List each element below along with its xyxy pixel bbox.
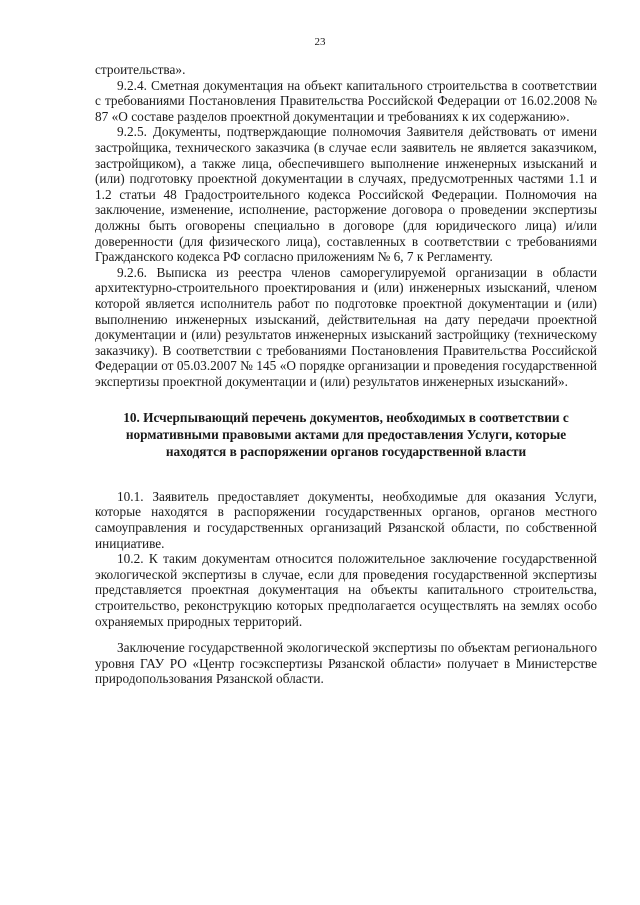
page-number: 23 xyxy=(314,36,326,48)
document-body xyxy=(95,62,597,687)
paragraph-9-2-4: 9.2.4. Сметная документация на объект капитального строительства в соответствии с требованиями Постановления Правительства Российской Федерации от 16.02.2008 № 87 «О составе разделов проектной документации и требованиях к их содержанию». xyxy=(95,77,597,124)
section-heading-10: 10. Исчерпывающий перечень документов, необходимых в соответствии с нормативными правовыми актами для предоставления Услуги, которые находятся в распоряжении органов государственной власти xyxy=(123,410,569,460)
paragraph-continuation: строительства». xyxy=(95,62,186,77)
paragraph-conclusion: Заключение государственной экологической экспертизы по объектам регионального уровня ГАУ РО «Центр госэкспертизы Рязанской области» получает в Министерстве природопользования Рязанской области. xyxy=(95,640,597,687)
paragraph-10-2: 10.2. К таким документам относится положительное заключение государственной экологической экспертизы в случае, если для проведения государственной экспертизы представляется проектная документация на объекты капитального строительства, строительство, реконструкцию которых предполагается осуществлять на землях особо охраняемых природных территорий. xyxy=(95,551,597,629)
paragraph-9-2-6: 9.2.6. Выписка из реестра членов саморегулируемой организации в области архитектурно-строительного проектирования и (или) инженерных изысканий, членом которой является исполнитель работ по подготовке проектной документации и (или) выполнению инженерных изысканий, действительная на дату передачи проектной документации и (или) результатов инженерных изысканий застройщику (техническому заказчику). В соответствии с требованиями Постановления Правительства Российской Федерации от 05.03.2007 № 145 «О порядке организации и проведения государственной экспертизы проектной документации и (или) результатов инженерных изысканий». xyxy=(95,264,597,389)
paragraph-10-1: 10.1. Заявитель предоставляет документы, необходимые для оказания Услуги, которые находятся в распоряжении государственных органов, органов местного самоуправления и государственных организаций Рязанской области, по собственной инициативе. xyxy=(95,488,597,551)
paragraph-9-2-5: 9.2.5. Документы, подтверждающие полномочия Заявителя действовать от имени застройщика, технического заказчика (в случае если заявитель не является заказчиком, застройщиком), а также лица, обеспечившего выполнение инженерных изысканий и (или) подготовку проектной документации в случаях, предусмотренных частями 1.1 и 1.2 статьи 48 Градостроительного кодекса Российской Федерации. Полномочия на заключение, изменение, исполнение, расторжение договора о проведении экспертизы должны быть оговорены специально в договоре (для юридического лица) и/или доверенности (для физического лица), составленных в соответствии с требованиями Гражданского кодекса РФ согласно приложениям № 6, 7 к Регламенту. xyxy=(95,124,597,265)
